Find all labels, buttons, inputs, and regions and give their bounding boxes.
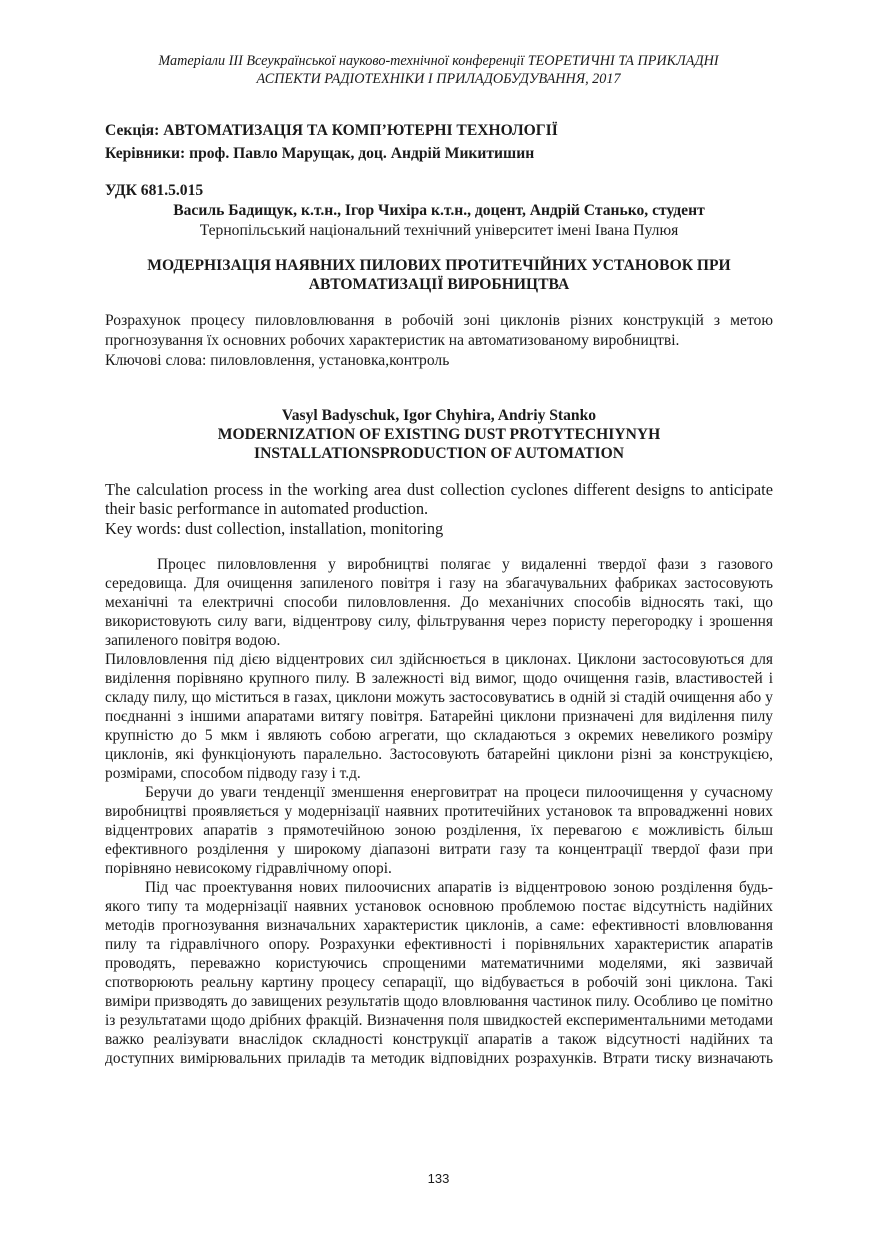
abstract-en-block (105, 480, 773, 538)
keywords-en: Key words: dust collection, installation, monitoring (105, 518, 444, 538)
page-number: 133 (427, 1171, 450, 1186)
title-ua-line-2: АВТОМАТИЗАЦІЇ ВИРОБНИЦТВА (308, 276, 570, 293)
affiliation: Тернопільський національний технічний університет імені Івана Пулюя (199, 222, 679, 239)
section-info (105, 121, 773, 164)
abstract-ua-block (105, 311, 773, 370)
title-en-line-2: INSTALLATIONSPRODUCTION OF AUTOMATION (254, 445, 624, 462)
header-line-1: Матеріали ІІІ Всеукраїнської науково-технічної конференції ТЕОРЕТИЧНІ ТА ПРИКЛАДНІ (158, 53, 719, 69)
body-paragraph-4: Під час проектування нових пилоочисних апаратів із відцентровою зоною розділення будь-якого типу та модернізації наявних установок основною проблемою постає відсутність надійних методів прогнозування визначальних характеристик циклонів, а саме: ефективності вловлювання пилу та гідравлічного опору. Розрахунки ефективності і порівняльних характеристик апаратів проводять, переважно користуючись спрощеними математичними моделями, які зазвичай спотворюють реальну картину процесу сепарації, що відбувається в робочій зоні циклона. Такі виміри призводять до завищених результатів щодо вловлювання частинок пилу. Особливо це помітно із результатами щодо дрібних фракцій. Визначення поля швидкостей експериментальними методами важко реалізувати внаслідок складності конструкції апаратів а також відсутності надійних та доступних вимірювальних приладів та методик відповідних розрахунків. Втрати тиску визначають (105, 879, 773, 1068)
body-paragraph-2: Пиловловлення під дією відцентрових сил здійснюється в циклонах. Циклони застосовуються для виділення порівняно крупного пилу. В залежності від вимог, щодо очищення газів, властивостей і складу пилу, що міститься в газах, циклони можуть застосовуватись в одній зі стадій очищення або у поєднанні з іншими апаратами витягу повітря. Батарейні циклони призначені для виділення пилу крупністю до 5 мкм і являють собою агрегати, що складаються з окремих невеликого розміру циклонів, які функціонують паралельно. Застосовують батарейні циклони різні за конструкцією, розмірами, способом підводу газу і т.д. (105, 651, 773, 783)
title-ua (105, 256, 773, 294)
udk-block (105, 181, 773, 241)
keywords-ua: Ключові слова: пиловловлення, установка,контроль (105, 351, 450, 369)
section-leaders: Керівники: проф. Павло Марущак, доц. Андрій Микитишин (105, 145, 535, 162)
english-heading (105, 406, 773, 463)
authors-ua: Василь Бадищук, к.т.н., Ігор Чихіра к.т.н., доцент, Андрій Станько, студент (173, 202, 705, 219)
running-header (60, 52, 817, 88)
udk-code: УДК 681.5.015 (105, 182, 204, 199)
authors-en: Vasyl Badyschuk, Igor Chyhira, Andriy Stanko (281, 407, 597, 424)
body-paragraph-1: Процес пиловловлення у виробництві полягає у видаленні твердої фази з газового середовища. Для очищення запиленого повітря і газу на збагачувальних фабриках застосовують механічні та електричні способи пиловловлення. До механічних способів відносять такі, що використовують силу ваги, відцентрову силу, фільтрування через пористу перегородку і зрошення запиленого повітря водою. (105, 556, 773, 650)
abstract-en: The calculation process in the working area dust collection cyclones different designs to anticipate their basic performance in automated production. (105, 480, 773, 519)
abstract-ua: Розрахунок процесу пиловловлювання в робочій зоні циклонів різних конструкцій з метою прогнозування їх основних робочих характеристик на автоматизованому виробництві. (105, 312, 773, 349)
section-title: Секція: АВТОМАТИЗАЦІЯ ТА КОМП’ЮТЕРНІ ТЕХНОЛОГІЇ (105, 122, 558, 139)
header-line-2: АСПЕКТИ РАДІОТЕХНІКИ І ПРИЛАДОБУДУВАННЯ, 2017 (256, 71, 621, 87)
title-ua-line-1: МОДЕРНІЗАЦІЯ НАЯВНИХ ПИЛОВИХ ПРОТИТЕЧІЙНИХ УСТАНОВОК ПРИ (147, 257, 731, 274)
body-text (105, 555, 773, 1068)
title-en-line-1: MODERNIZATION OF EXISTING DUST PROTYTECHIYNYH (217, 426, 661, 443)
body-paragraph-3: Беручи до уваги тенденції зменшення енерговитрат на процеси пилоочищення у сучасному виробництві проявляється у модернізації наявних протитечійних установок та впровадженні нових відцентрових апаратів з прямотечійною зоною розділення, їх перевагою є можливість більш ефективного розділення у широкому діапазоні витрати газу та концентрації твердої фази при порівняно невисокому гідравлічному опорі. (105, 784, 773, 878)
